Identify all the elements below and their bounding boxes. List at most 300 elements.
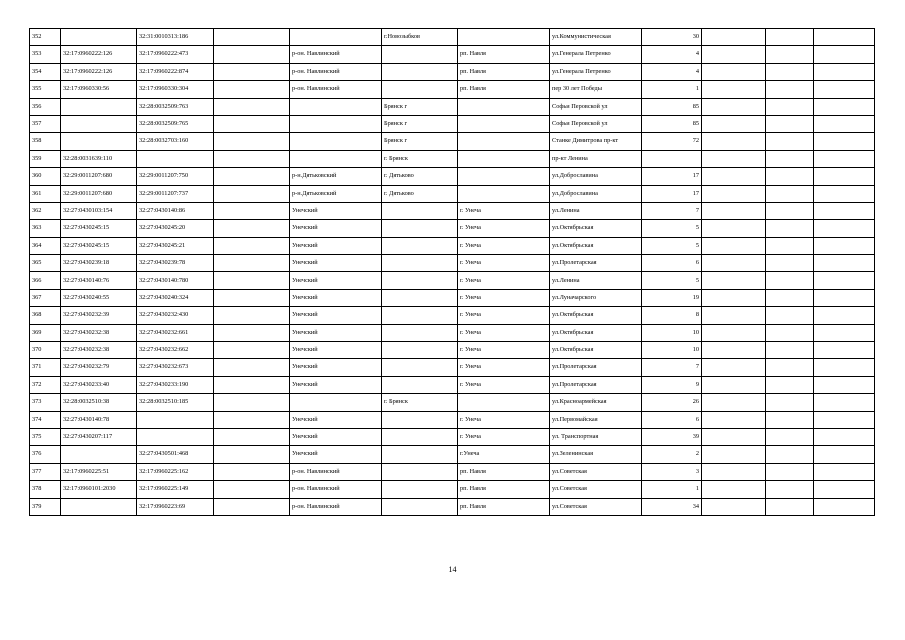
city-cell: Брянск г	[382, 115, 458, 132]
house-number-cell: 1	[642, 481, 702, 498]
empty-cell	[214, 463, 290, 480]
district-cell: Унечский	[290, 342, 382, 359]
street-cell: ул.Зеленинская	[550, 446, 642, 463]
district-cell: р-н.Дятьковский	[290, 168, 382, 185]
empty-cell	[214, 255, 290, 272]
extra-cell-2	[766, 115, 814, 132]
cadastral-number-cell	[61, 498, 137, 515]
city-cell	[382, 202, 458, 219]
extra-cell-1	[702, 324, 766, 341]
extra-cell-2	[766, 46, 814, 63]
street-cell: ул.Октябрьская	[550, 220, 642, 237]
empty-cell	[214, 307, 290, 324]
city-cell	[382, 446, 458, 463]
empty-cell	[214, 133, 290, 150]
house-number-cell: 7	[642, 202, 702, 219]
building-cadastral-cell	[137, 411, 214, 428]
extra-cell-2	[766, 463, 814, 480]
settlement-cell	[458, 98, 550, 115]
settlement-cell: г. Унеча	[458, 376, 550, 393]
street-cell: ул.Первомайская	[550, 411, 642, 428]
settlement-cell: рп. Навля	[458, 498, 550, 515]
empty-cell	[214, 411, 290, 428]
district-cell	[290, 133, 382, 150]
city-cell: Брянск г	[382, 98, 458, 115]
extra-cell-1	[702, 342, 766, 359]
city-cell	[382, 81, 458, 98]
table-row	[30, 324, 875, 341]
extra-cell-2	[766, 237, 814, 254]
district-cell: Унечский	[290, 255, 382, 272]
cadastral-number-cell: 32:27:0430140:78	[61, 411, 137, 428]
extra-cell-1	[702, 185, 766, 202]
table-row	[30, 394, 875, 411]
extra-cell-1	[702, 81, 766, 98]
extra-cell-1	[702, 272, 766, 289]
empty-cell	[214, 428, 290, 445]
city-cell	[382, 272, 458, 289]
house-number-cell: 26	[642, 394, 702, 411]
extra-cell-3	[814, 81, 875, 98]
street-cell: ул.Генерала Петренко	[550, 63, 642, 80]
row-number-cell: 366	[30, 272, 61, 289]
cadastral-number-cell	[61, 98, 137, 115]
extra-cell-2	[766, 394, 814, 411]
table-row	[30, 46, 875, 63]
district-cell: Унечский	[290, 289, 382, 306]
empty-cell	[214, 498, 290, 515]
extra-cell-1	[702, 150, 766, 167]
building-cadastral-cell: 32:17:0960330:304	[137, 81, 214, 98]
city-cell	[382, 342, 458, 359]
cadastral-number-cell: 32:17:0960222:126	[61, 63, 137, 80]
district-cell: р-он. Навлинский	[290, 63, 382, 80]
building-cadastral-cell: 32:27:0430232:430	[137, 307, 214, 324]
building-cadastral-cell: 32:28:0032509:765	[137, 115, 214, 132]
row-number-cell: 359	[30, 150, 61, 167]
extra-cell-1	[702, 359, 766, 376]
settlement-cell	[458, 185, 550, 202]
extra-cell-3	[814, 428, 875, 445]
empty-cell	[214, 115, 290, 132]
empty-cell	[214, 46, 290, 63]
city-cell: г.Новозыбков	[382, 29, 458, 46]
table-row	[30, 446, 875, 463]
street-cell: ул.Доброславина	[550, 185, 642, 202]
city-cell	[382, 63, 458, 80]
district-cell: Унечский	[290, 237, 382, 254]
settlement-cell: г. Унеча	[458, 255, 550, 272]
street-cell: ул.Генерала Петренко	[550, 46, 642, 63]
building-cadastral-cell: 32:29:0011207:737	[137, 185, 214, 202]
city-cell	[382, 237, 458, 254]
table-row	[30, 255, 875, 272]
district-cell	[290, 394, 382, 411]
house-number-cell: 2	[642, 446, 702, 463]
empty-cell	[214, 98, 290, 115]
district-cell	[290, 115, 382, 132]
row-number-cell: 353	[30, 46, 61, 63]
district-cell: р-он. Навлинский	[290, 481, 382, 498]
extra-cell-2	[766, 133, 814, 150]
extra-cell-3	[814, 255, 875, 272]
house-number-cell: 3	[642, 463, 702, 480]
house-number-cell: 4	[642, 63, 702, 80]
table-row	[30, 185, 875, 202]
extra-cell-3	[814, 63, 875, 80]
empty-cell	[214, 342, 290, 359]
extra-cell-3	[814, 307, 875, 324]
cadastral-number-cell: 32:27:0430207:117	[61, 428, 137, 445]
extra-cell-3	[814, 185, 875, 202]
extra-cell-2	[766, 98, 814, 115]
building-cadastral-cell: 32:27:0430232:662	[137, 342, 214, 359]
extra-cell-2	[766, 324, 814, 341]
city-cell	[382, 411, 458, 428]
house-number-cell: 17	[642, 185, 702, 202]
house-number-cell: 5	[642, 220, 702, 237]
extra-cell-2	[766, 29, 814, 46]
row-number-cell: 374	[30, 411, 61, 428]
house-number-cell: 5	[642, 237, 702, 254]
street-cell: ул.Советская	[550, 481, 642, 498]
cadastral-number-cell: 32:27:0430232:38	[61, 324, 137, 341]
street-cell: Софьи Перовской ул	[550, 115, 642, 132]
cadastral-number-cell: 32:29:0011207:680	[61, 168, 137, 185]
table-row	[30, 376, 875, 393]
settlement-cell: г.Унеча	[458, 446, 550, 463]
extra-cell-1	[702, 463, 766, 480]
street-cell: ул.Советская	[550, 463, 642, 480]
city-cell	[382, 376, 458, 393]
settlement-cell: рп. Навля	[458, 81, 550, 98]
house-number-cell: 85	[642, 115, 702, 132]
row-number-cell: 357	[30, 115, 61, 132]
house-number-cell: 9	[642, 376, 702, 393]
district-cell: р-он. Навлинский	[290, 46, 382, 63]
street-cell: ул.Октябрьская	[550, 307, 642, 324]
city-cell: г. Дятьково	[382, 185, 458, 202]
table-row	[30, 342, 875, 359]
extra-cell-1	[702, 255, 766, 272]
cadastral-number-cell: 32:27:0430140:76	[61, 272, 137, 289]
house-number-cell: 19	[642, 289, 702, 306]
extra-cell-3	[814, 220, 875, 237]
settlement-cell: г. Унеча	[458, 220, 550, 237]
house-number-cell: 4	[642, 46, 702, 63]
table-row	[30, 237, 875, 254]
street-cell: ул. Транспортная	[550, 428, 642, 445]
house-number-cell	[642, 150, 702, 167]
table-row	[30, 202, 875, 219]
row-number-cell: 378	[30, 481, 61, 498]
street-cell: Станке Димитрова пр-кт	[550, 133, 642, 150]
extra-cell-2	[766, 342, 814, 359]
extra-cell-2	[766, 359, 814, 376]
empty-cell	[214, 185, 290, 202]
row-number-cell: 361	[30, 185, 61, 202]
city-cell: Брянск г	[382, 133, 458, 150]
district-cell: Унечский	[290, 359, 382, 376]
cadastral-number-cell: 32:27:0430245:15	[61, 220, 137, 237]
building-cadastral-cell: 32:27:0430233:190	[137, 376, 214, 393]
cadastral-number-cell: 32:17:0960222:126	[61, 46, 137, 63]
empty-cell	[214, 272, 290, 289]
street-cell: ул.Пролетарская	[550, 376, 642, 393]
house-number-cell: 8	[642, 307, 702, 324]
city-cell	[382, 289, 458, 306]
building-cadastral-cell: 32:28:0032509:763	[137, 98, 214, 115]
extra-cell-1	[702, 29, 766, 46]
building-cadastral-cell: 32:28:0032703:160	[137, 133, 214, 150]
extra-cell-2	[766, 446, 814, 463]
street-cell: пр-кт Ленина	[550, 150, 642, 167]
extra-cell-3	[814, 237, 875, 254]
extra-cell-2	[766, 202, 814, 219]
district-cell: р-н.Дятьковский	[290, 185, 382, 202]
extra-cell-2	[766, 307, 814, 324]
extra-cell-2	[766, 481, 814, 498]
table-row	[30, 98, 875, 115]
cadastral-number-cell: 32:27:0430240:55	[61, 289, 137, 306]
street-cell: ул.Ленина	[550, 272, 642, 289]
extra-cell-3	[814, 359, 875, 376]
settlement-cell: рп. Навля	[458, 46, 550, 63]
extra-cell-1	[702, 133, 766, 150]
settlement-cell	[458, 115, 550, 132]
table-row	[30, 463, 875, 480]
row-number-cell: 379	[30, 498, 61, 515]
row-number-cell: 352	[30, 29, 61, 46]
extra-cell-3	[814, 324, 875, 341]
city-cell	[382, 463, 458, 480]
table-row	[30, 133, 875, 150]
settlement-cell: г. Унеча	[458, 307, 550, 324]
street-cell: ул.Советская	[550, 498, 642, 515]
table-row	[30, 481, 875, 498]
empty-cell	[214, 376, 290, 393]
row-number-cell: 376	[30, 446, 61, 463]
extra-cell-2	[766, 289, 814, 306]
cadastral-number-cell	[61, 446, 137, 463]
building-cadastral-cell: 32:27:0430140:86	[137, 202, 214, 219]
city-cell	[382, 46, 458, 63]
extra-cell-3	[814, 150, 875, 167]
settlement-cell: г. Унеча	[458, 202, 550, 219]
extra-cell-3	[814, 46, 875, 63]
extra-cell-2	[766, 150, 814, 167]
city-cell	[382, 428, 458, 445]
cadastral-number-cell: 32:27:0430232:79	[61, 359, 137, 376]
building-cadastral-cell: 32:27:0430245:20	[137, 220, 214, 237]
settlement-cell	[458, 133, 550, 150]
extra-cell-3	[814, 376, 875, 393]
street-cell: ул.Октябрьская	[550, 324, 642, 341]
empty-cell	[214, 81, 290, 98]
building-cadastral-cell: 32:27:0430232:673	[137, 359, 214, 376]
table-row	[30, 168, 875, 185]
building-cadastral-cell: 32:27:0430245:21	[137, 237, 214, 254]
house-number-cell: 39	[642, 428, 702, 445]
extra-cell-1	[702, 481, 766, 498]
city-cell: г. Дятьково	[382, 168, 458, 185]
house-number-cell: 10	[642, 342, 702, 359]
street-cell: ул.Луначарского	[550, 289, 642, 306]
empty-cell	[214, 63, 290, 80]
extra-cell-3	[814, 289, 875, 306]
extra-cell-2	[766, 255, 814, 272]
extra-cell-1	[702, 220, 766, 237]
settlement-cell: г. Унеча	[458, 342, 550, 359]
house-number-cell: 7	[642, 359, 702, 376]
building-cadastral-cell	[137, 428, 214, 445]
empty-cell	[214, 168, 290, 185]
city-cell: г. Брянск	[382, 394, 458, 411]
extra-cell-1	[702, 428, 766, 445]
street-cell: пер 30 лет Победы	[550, 81, 642, 98]
extra-cell-3	[814, 342, 875, 359]
property-registry-table	[29, 28, 875, 516]
extra-cell-1	[702, 115, 766, 132]
settlement-cell: г. Унеча	[458, 289, 550, 306]
row-number-cell: 377	[30, 463, 61, 480]
extra-cell-2	[766, 63, 814, 80]
city-cell	[382, 255, 458, 272]
house-number-cell: 6	[642, 411, 702, 428]
district-cell: Унечский	[290, 220, 382, 237]
cadastral-number-cell: 32:28:0032510:38	[61, 394, 137, 411]
table-row	[30, 411, 875, 428]
extra-cell-1	[702, 63, 766, 80]
house-number-cell: 10	[642, 324, 702, 341]
table-row	[30, 307, 875, 324]
extra-cell-1	[702, 376, 766, 393]
extra-cell-1	[702, 307, 766, 324]
table-row	[30, 115, 875, 132]
settlement-cell: г. Унеча	[458, 237, 550, 254]
building-cadastral-cell: 32:27:0430501:468	[137, 446, 214, 463]
cadastral-number-cell: 32:27:0430239:18	[61, 255, 137, 272]
settlement-cell: г. Унеча	[458, 324, 550, 341]
street-cell: ул.Коммунистическая	[550, 29, 642, 46]
row-number-cell: 363	[30, 220, 61, 237]
district-cell: Унечский	[290, 324, 382, 341]
empty-cell	[214, 237, 290, 254]
extra-cell-1	[702, 202, 766, 219]
settlement-cell	[458, 150, 550, 167]
extra-cell-1	[702, 237, 766, 254]
street-cell: ул.Пролетарская	[550, 359, 642, 376]
district-cell: Унечский	[290, 411, 382, 428]
row-number-cell: 371	[30, 359, 61, 376]
row-number-cell: 355	[30, 81, 61, 98]
building-cadastral-cell: 32:17:0960223:69	[137, 498, 214, 515]
house-number-cell: 5	[642, 272, 702, 289]
extra-cell-3	[814, 498, 875, 515]
district-cell: Унечский	[290, 272, 382, 289]
table-row	[30, 359, 875, 376]
cadastral-number-cell	[61, 133, 137, 150]
row-number-cell: 364	[30, 237, 61, 254]
house-number-cell: 1	[642, 81, 702, 98]
row-number-cell: 365	[30, 255, 61, 272]
cadastral-number-cell: 32:27:0430245:15	[61, 237, 137, 254]
extra-cell-3	[814, 98, 875, 115]
settlement-cell: г. Унеча	[458, 411, 550, 428]
extra-cell-3	[814, 202, 875, 219]
house-number-cell: 85	[642, 98, 702, 115]
street-cell: ул.Доброславина	[550, 168, 642, 185]
extra-cell-1	[702, 411, 766, 428]
district-cell	[290, 150, 382, 167]
empty-cell	[214, 29, 290, 46]
building-cadastral-cell: 32:29:0011207:750	[137, 168, 214, 185]
empty-cell	[214, 324, 290, 341]
building-cadastral-cell: 32:17:0960225:162	[137, 463, 214, 480]
table-row	[30, 81, 875, 98]
settlement-cell: рп. Навля	[458, 63, 550, 80]
settlement-cell: г. Унеча	[458, 428, 550, 445]
street-cell: ул.Ленина	[550, 202, 642, 219]
empty-cell	[214, 150, 290, 167]
city-cell	[382, 359, 458, 376]
extra-cell-2	[766, 411, 814, 428]
empty-cell	[214, 359, 290, 376]
house-number-cell: 72	[642, 133, 702, 150]
empty-cell	[214, 202, 290, 219]
street-cell: ул.Октябрьская	[550, 237, 642, 254]
extra-cell-3	[814, 463, 875, 480]
settlement-cell: г. Унеча	[458, 359, 550, 376]
district-cell: Унечский	[290, 428, 382, 445]
city-cell	[382, 307, 458, 324]
extra-cell-2	[766, 428, 814, 445]
extra-cell-3	[814, 133, 875, 150]
cadastral-number-cell: 32:27:0430232:39	[61, 307, 137, 324]
district-cell: Унечский	[290, 307, 382, 324]
settlement-cell: рп. Навля	[458, 463, 550, 480]
extra-cell-2	[766, 168, 814, 185]
empty-cell	[214, 394, 290, 411]
row-number-cell: 354	[30, 63, 61, 80]
district-cell: р-он. Навлинский	[290, 498, 382, 515]
cadastral-number-cell	[61, 115, 137, 132]
house-number-cell: 34	[642, 498, 702, 515]
extra-cell-1	[702, 394, 766, 411]
row-number-cell: 360	[30, 168, 61, 185]
table-row	[30, 428, 875, 445]
extra-cell-1	[702, 498, 766, 515]
cadastral-number-cell: 32:17:0960330:56	[61, 81, 137, 98]
extra-cell-1	[702, 168, 766, 185]
row-number-cell: 356	[30, 98, 61, 115]
building-cadastral-cell: 32:27:0430232:661	[137, 324, 214, 341]
table-row	[30, 498, 875, 515]
empty-cell	[214, 446, 290, 463]
district-cell: Унечский	[290, 202, 382, 219]
extra-cell-1	[702, 289, 766, 306]
building-cadastral-cell: 32:31:0010313:186	[137, 29, 214, 46]
empty-cell	[214, 481, 290, 498]
city-cell: г. Брянск	[382, 150, 458, 167]
extra-cell-3	[814, 394, 875, 411]
extra-cell-1	[702, 446, 766, 463]
settlement-cell	[458, 394, 550, 411]
row-number-cell: 369	[30, 324, 61, 341]
building-cadastral-cell: 32:28:0032510:185	[137, 394, 214, 411]
district-cell	[290, 29, 382, 46]
row-number-cell: 373	[30, 394, 61, 411]
